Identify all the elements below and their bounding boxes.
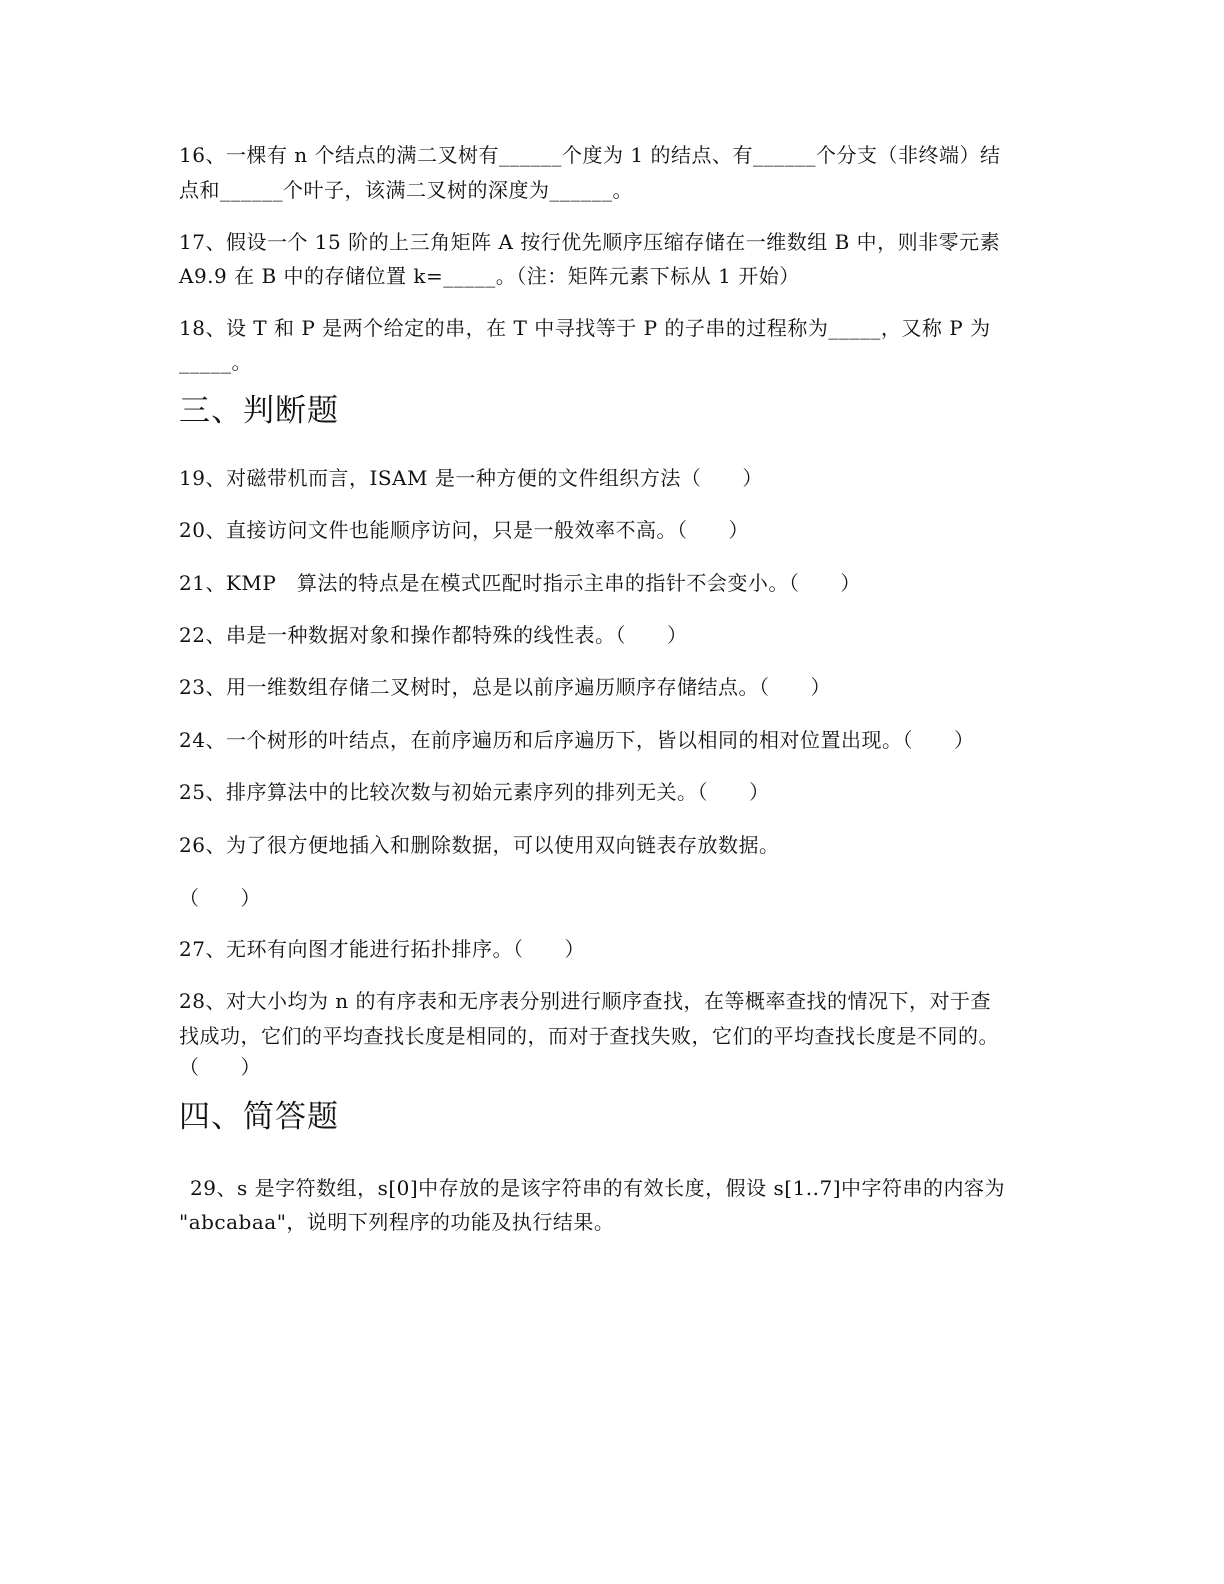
question-29-line-2: "abcabaa"，说明下列程序的功能及执行结果。	[179, 1210, 615, 1234]
question-17-line-2: A9.9 在 B 中的存储位置 k=_____。（注：矩阵元素下标从 1 开始）	[179, 264, 800, 288]
section-heading-true-false: 三、判断题	[179, 393, 339, 429]
question-26-answer-blank: （ ）	[179, 886, 261, 910]
question-29-line-1: 29、s 是字符数组，s[0]中存放的是该字符串的有效长度，假设 s[1..7]中字符串的内容为	[190, 1176, 1006, 1200]
question-27: 27、无环有向图才能进行拓扑排序。（ ）	[179, 937, 585, 961]
question-26: 26、为了很方便地插入和删除数据，可以使用双向链表存放数据。	[179, 833, 780, 857]
question-16-line-2: 点和______个叶子，该满二叉树的深度为______。	[179, 178, 633, 202]
question-22: 22、串是一种数据对象和操作都特殊的线性表。（ ）	[179, 623, 688, 647]
question-18-line-2: _____。	[179, 350, 252, 374]
question-25: 25、排序算法中的比较次数与初始元素序列的排列无关。（ ）	[179, 780, 770, 804]
question-18-line-1: 18、设 T 和 P 是两个给定的串，在 T 中寻找等于 P 的子串的过程称为_____，又称 P 为	[179, 316, 991, 340]
question-19: 19、对磁带机而言，ISAM 是一种方便的文件组织方法（ ）	[179, 466, 763, 490]
question-28-answer-blank: （ ）	[179, 1055, 261, 1079]
section-heading-short-answer: 四、简答题	[179, 1099, 339, 1135]
question-17-line-1: 17、假设一个 15 阶的上三角矩阵 A 按行优先顺序压缩存储在一维数组 B 中，则非零元素	[179, 230, 1001, 254]
question-16-line-1: 16、一棵有 n 个结点的满二叉树有______个度为 1 的结点、有______个分支（非终端）结	[179, 143, 1001, 167]
question-28-line-2: 找成功，它们的平均查找长度是相同的，而对于查找失败，它们的平均查找长度是不同的。	[179, 1024, 999, 1048]
question-24: 24、一个树形的叶结点，在前序遍历和后序遍历下，皆以相同的相对位置出现。（ ）	[179, 728, 975, 752]
question-28-line-1: 28、对大小均为 n 的有序表和无序表分别进行顺序查找，在等概率查找的情况下，对于查	[179, 989, 992, 1013]
question-20: 20、直接访问文件也能顺序访问，只是一般效率不高。（ ）	[179, 518, 749, 542]
question-21: 21、KMP 算法的特点是在模式匹配时指示主串的指针不会变小。（ ）	[179, 571, 861, 595]
question-23: 23、用一维数组存储二叉树时，总是以前序遍历顺序存储结点。（ ）	[179, 675, 831, 699]
